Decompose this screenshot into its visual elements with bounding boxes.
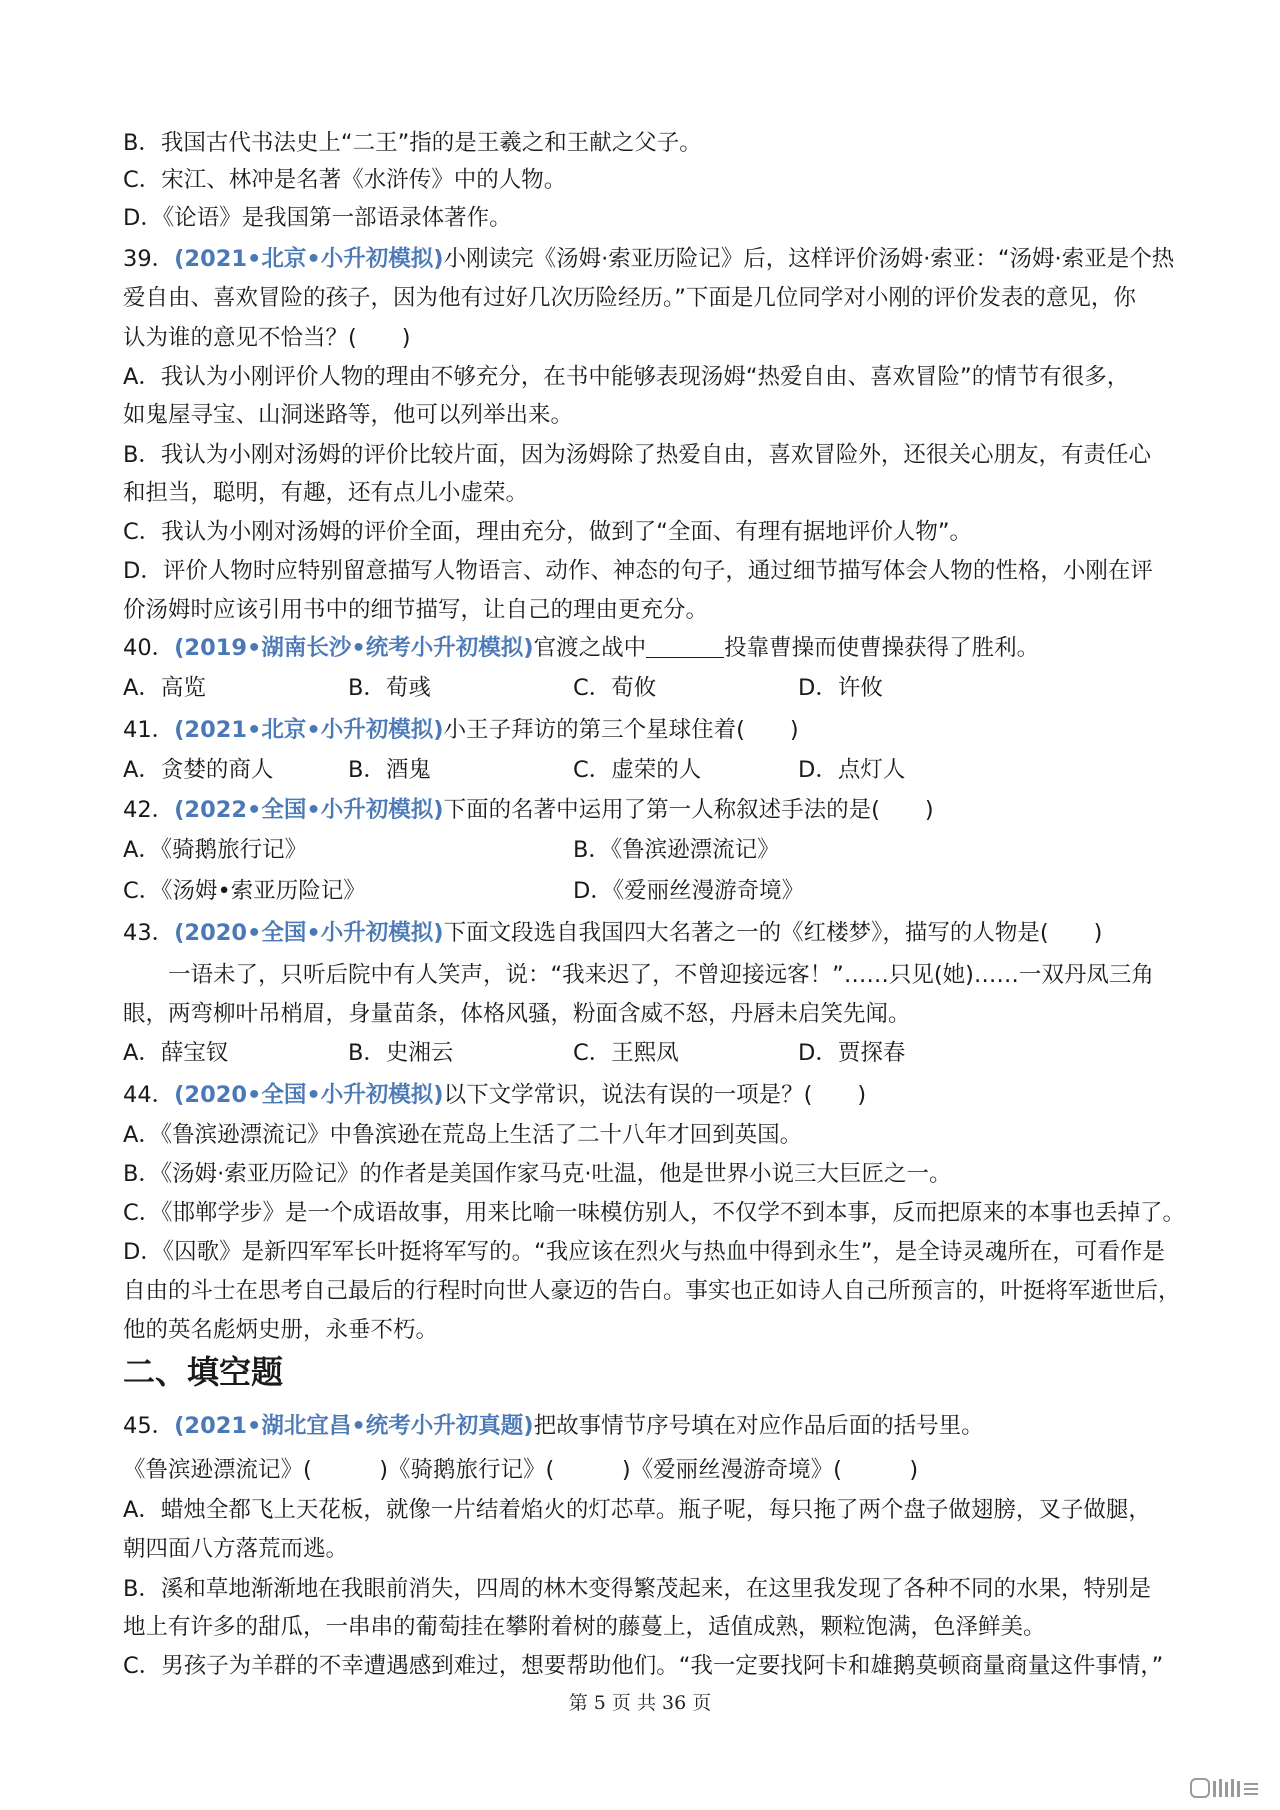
question-text: 小刚读完《汤姆·索亚历险记》后，这样评价汤姆·索亚：“汤姆·索亚是个热 bbox=[443, 246, 1175, 272]
q43-option-c: C．王熙凤 bbox=[573, 1040, 679, 1066]
q39-option-d: D．评价人物时应特别留意描写人物语言、动作、神态的句子，通过细节描写体会人物的性格，小刚在评 bbox=[123, 558, 1153, 584]
question-text: 官渡之战中 bbox=[533, 635, 647, 661]
q43-passage: 一语未了，只听后院中有人笑声，说：“我来迟了，不曾迎接远客！”……只见(她)……一双丹凤三角 bbox=[168, 962, 1154, 988]
question-text: 小王子拜访的第三个星球住着( ) bbox=[443, 717, 799, 743]
q39-stem-line2: 爱自由、喜欢冒险的孩子，因为他有过好几次历险经历。”下面是几位同学对小刚的评价发表的意见，你 bbox=[123, 285, 1136, 311]
question-text: 把故事情节序号填在对应作品后面的括号里。 bbox=[533, 1413, 984, 1439]
q39-stem bbox=[123, 244, 1173, 274]
source-tag: (2020•全国•小升初模拟) bbox=[174, 1082, 444, 1108]
q44-stem bbox=[123, 1080, 1173, 1110]
q45-works-line: 《鲁滨逊漂流记》( )《骑鹅旅行记》( )《爱丽丝漫游奇境》( ) bbox=[123, 1457, 919, 1483]
q44-option-a: A．《鲁滨逊漂流记》中鲁滨逊在荒岛上生活了二十八年才回到英国。 bbox=[123, 1122, 803, 1148]
q39-option-c: C．我认为小刚对汤姆的评价全面，理由充分，做到了“全面、有理有据地评价人物”。 bbox=[123, 519, 973, 545]
source-tag: (2021•北京•小升初模拟) bbox=[174, 717, 444, 743]
q45-option-c: C．男孩子为羊群的不幸遭遇感到难过，想要帮助他们。“我一定要找阿卡和雄鹅莫顿商量商量这件事情，” bbox=[123, 1653, 1164, 1679]
q40-option-a: A．高览 bbox=[123, 675, 206, 701]
answer-blank[interactable] bbox=[646, 635, 724, 658]
q40-option-b: B．荀彧 bbox=[348, 675, 431, 701]
question-number: 44． bbox=[123, 1082, 175, 1108]
q39-stem-line3: 认为谁的意见不恰当？( ) bbox=[123, 325, 411, 351]
q45-stem bbox=[123, 1411, 1173, 1441]
q40-option-d: D．许攸 bbox=[798, 675, 883, 701]
source-tag: (2019•湖南长沙•统考小升初模拟) bbox=[174, 635, 534, 661]
q42-stem bbox=[123, 795, 1173, 825]
q39-option-b-cont: 和担当，聪明，有趣，还有点儿小虚荣。 bbox=[123, 480, 529, 506]
question-text: 以下文学常识，说法有误的一项是？( ) bbox=[443, 1082, 867, 1108]
q44-option-d-cont2: 他的英名彪炳史册，永垂不朽。 bbox=[123, 1317, 439, 1343]
q41-option-a: A．贪婪的商人 bbox=[123, 757, 274, 783]
source-tag: (2021•湖北宜昌•统考小升初真题) bbox=[174, 1413, 534, 1439]
q44-option-d-cont: 自由的斗士在思考自己最后的行程时向世人豪迈的告白。事实也正如诗人自己所预言的，叶挺将军逝世后， bbox=[123, 1278, 1181, 1304]
q45-option-a: A．蜡烛全都飞上天花板，就像一片结着焰火的灯芯草。瓶子呢，每只拖了两个盘子做翅膀，叉子做腿， bbox=[123, 1497, 1151, 1523]
q43-option-b: B．史湘云 bbox=[348, 1040, 454, 1066]
question-text: 下面文段选自我国四大名著之一的《红楼梦》，描写的人物是( ) bbox=[443, 920, 1103, 946]
q43-stem bbox=[123, 918, 1173, 948]
question-number: 42． bbox=[123, 797, 175, 823]
q41-option-b: B．酒鬼 bbox=[348, 757, 431, 783]
q41-option-d: D．点灯人 bbox=[798, 757, 906, 783]
source-tag: (2020•全国•小升初模拟) bbox=[174, 920, 444, 946]
q42-option-a: A．《骑鹅旅行记》 bbox=[123, 837, 308, 863]
question-number: 40． bbox=[123, 635, 175, 661]
question-number: 39． bbox=[123, 246, 175, 272]
q44-option-b: B．《汤姆·索亚历险记》的作者是美国作家马克·吐温，他是世界小说三大巨匠之一。 bbox=[123, 1161, 952, 1187]
q40-option-c: C．荀攸 bbox=[573, 675, 657, 701]
q38-option-d: D．《论语》是我国第一部语录体著作。 bbox=[123, 205, 512, 231]
watermark-logo-icon bbox=[1190, 1776, 1260, 1800]
q45-option-a-cont: 朝四面八方落荒而逃。 bbox=[123, 1536, 349, 1562]
q45-option-b-cont: 地上有许多的甜瓜，一串串的葡萄挂在攀附着树的藤蔓上，适值成熟，颗粒饱满，色泽鲜美。 bbox=[123, 1614, 1046, 1640]
q38-option-c: C．宋江、林冲是名著《水浒传》中的人物。 bbox=[123, 167, 567, 193]
q41-option-c: C．虚荣的人 bbox=[573, 757, 702, 783]
q44-option-c: C．《邯郸学步》是一个成语故事，用来比喻一味模仿别人，不仅学不到本事，反而把原来的本事也丢掉了。 bbox=[123, 1200, 1185, 1226]
section-title: 二、填空题 bbox=[123, 1353, 284, 1391]
page-footer: 第 5 页 共 36 页 bbox=[568, 1692, 712, 1714]
q45-option-b: B．溪和草地渐渐地在我眼前消失，四周的林木变得繁茂起来，在这里我发现了各种不同的水果，特别是 bbox=[123, 1576, 1151, 1602]
question-text-cont: 投靠曹操而使曹操获得了胜利。 bbox=[724, 635, 1040, 661]
q39-option-b: B．我认为小刚对汤姆的评价比较片面，因为汤姆除了热爱自由，喜欢冒险外，还很关心朋友，有责任心 bbox=[123, 442, 1151, 468]
q41-stem bbox=[123, 715, 1173, 745]
q43-option-a: A．薛宝钗 bbox=[123, 1040, 229, 1066]
question-text: 下面的名著中运用了第一人称叙述手法的是( ) bbox=[443, 797, 934, 823]
q39-option-d-cont: 价汤姆时应该引用书中的细节描写，让自己的理由更充分。 bbox=[123, 597, 709, 623]
q42-option-c: C．《汤姆•索亚历险记》 bbox=[123, 878, 366, 904]
q38-option-b: B．我国古代书法史上“二王”指的是王羲之和王献之父子。 bbox=[123, 130, 702, 156]
q42-option-d: D．《爱丽丝漫游奇境》 bbox=[573, 878, 805, 904]
question-number: 41． bbox=[123, 717, 175, 743]
question-number: 45． bbox=[123, 1413, 175, 1439]
q43-option-d: D．贾探春 bbox=[798, 1040, 906, 1066]
q39-option-a-cont: 如鬼屋寻宝、山洞迷路等，他可以列举出来。 bbox=[123, 402, 574, 428]
q44-option-d: D．《囚歌》是新四军军长叶挺将军写的。“我应该在烈火与热血中得到永生”，是全诗灵魂所在，可看作是 bbox=[123, 1239, 1165, 1265]
q42-option-b: B．《鲁滨逊漂流记》 bbox=[573, 837, 780, 863]
question-number: 43． bbox=[123, 920, 175, 946]
q39-option-a: A．我认为小刚评价人物的理由不够充分，在书中能够表现汤姆“热爱自由、喜欢冒险”的情节有很多， bbox=[123, 364, 1130, 390]
q40-stem bbox=[123, 633, 1173, 663]
source-tag: (2021•北京•小升初模拟) bbox=[174, 246, 444, 272]
q43-passage-cont: 眼，两弯柳叶吊梢眉，身量苗条，体格风骚，粉面含威不怒，丹唇未启笑先闻。 bbox=[123, 1001, 911, 1027]
source-tag: (2022•全国•小升初模拟) bbox=[174, 797, 444, 823]
